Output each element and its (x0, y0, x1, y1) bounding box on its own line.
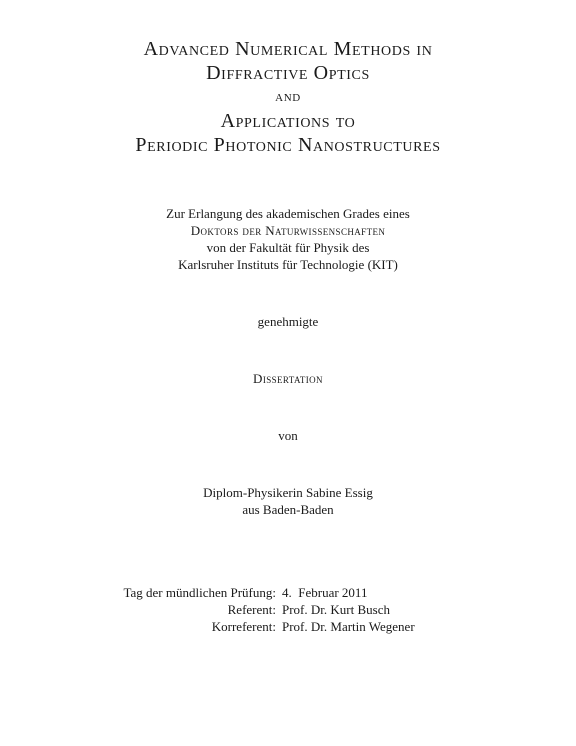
thesis-title (0, 37, 576, 157)
title-line-4: Applications to (220, 110, 356, 132)
author-block (0, 484, 576, 518)
degree-line-4: Karlsruher Instituts für Technologie (KIT) (178, 257, 398, 272)
exam-date-row (68, 584, 415, 601)
degree-statement (0, 205, 576, 273)
referee-row (68, 601, 415, 618)
exam-date-label: Tag der mündlichen Prüfung: (123, 585, 276, 600)
coreferee-value: Prof. Dr. Martin Wegener (282, 619, 415, 634)
title-line-3: and (275, 89, 301, 105)
coreferee-label: Korreferent: (211, 619, 276, 634)
degree-line-3: von der Fakultät für Physik des (206, 240, 370, 255)
document-type: Dissertation (253, 371, 323, 386)
approved-text: genehmigte (257, 314, 319, 329)
title-line-2: Diffractive Optics (206, 62, 370, 84)
by-text: von (278, 428, 298, 443)
exam-details (68, 584, 415, 635)
author-name: Diplom-Physikerin Sabine Essig (203, 485, 373, 500)
author-origin: aus Baden-Baden (242, 502, 334, 517)
referee-value: Prof. Dr. Kurt Busch (282, 602, 390, 617)
referee-label: Referent: (227, 602, 276, 617)
title-line-5: Periodic Photonic Nanostructures (135, 134, 441, 156)
degree-line-1: Zur Erlangung des akademischen Grades eines (166, 206, 410, 221)
coreferee-row (68, 618, 415, 635)
degree-line-2: Doktors der Naturwissenschaften (190, 223, 386, 238)
title-line-1: Advanced Numerical Methods in (143, 38, 433, 60)
exam-date-value: 4. Februar 2011 (282, 585, 368, 600)
